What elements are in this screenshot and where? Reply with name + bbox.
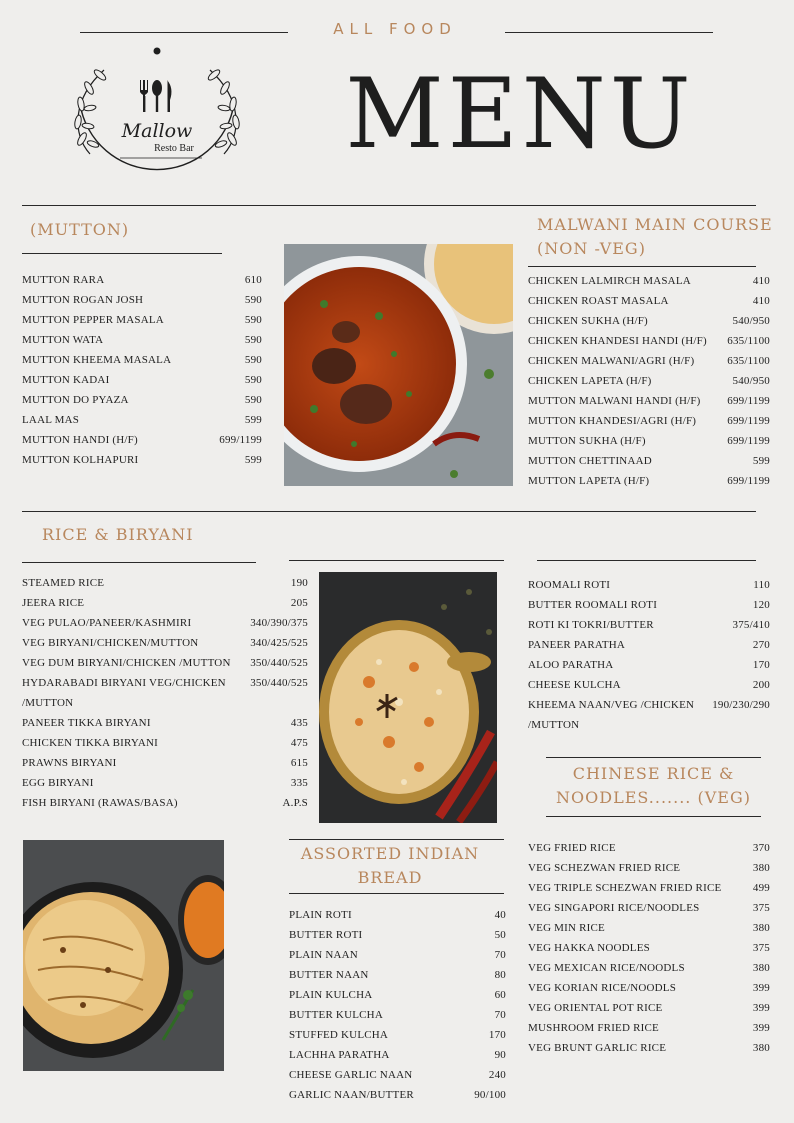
top-label: ALL FOOD	[333, 20, 457, 38]
menu-item-price: 590	[244, 334, 262, 346]
menu-item	[22, 330, 262, 350]
menu-item	[289, 965, 506, 985]
menu-item-name: MUTTON RARA	[22, 274, 105, 286]
menu-item-price: 599	[244, 414, 262, 426]
menu-item-price: 375/410	[732, 619, 770, 631]
menu-item-price: 590	[244, 314, 262, 326]
menu-item-name: FISH BIRYANI (RAWAS/BASA)	[22, 797, 178, 809]
menu-item-name: MUTTON KHEEMA MASALA	[22, 354, 172, 366]
logo-sub: Resto Bar	[154, 143, 194, 154]
malwani-title-line2: (NON -VEG)	[537, 239, 646, 258]
malwani-item-list	[528, 271, 770, 491]
menu-item-name: VEG HAKKA NOODLES	[528, 942, 650, 954]
menu-item-name: EGG BIRYANI	[22, 777, 94, 789]
malwani-section-title	[537, 213, 773, 261]
menu-item	[528, 351, 770, 371]
menu-item-price: 399	[752, 1002, 770, 1014]
menu-item	[528, 311, 770, 331]
menu-item-name: ROTI KI TOKRI/BUTTER	[528, 619, 654, 631]
menu-item	[528, 271, 770, 291]
menu-item	[22, 450, 262, 470]
menu-item-name: MUTTON KHANDESI/AGRI (H/F)	[528, 415, 697, 427]
menu-item-name: MUTTON HANDI (H/F)	[22, 434, 138, 446]
menu-item	[22, 593, 308, 613]
restaurant-logo	[62, 44, 252, 194]
bread-title-rule-top	[289, 839, 504, 840]
menu-item	[289, 1085, 506, 1105]
menu-item	[22, 573, 308, 593]
menu-item-price: 380	[752, 922, 770, 934]
menu-item-price: 200	[752, 679, 770, 691]
menu-item	[528, 918, 770, 938]
bread-section-title	[289, 842, 491, 890]
menu-item-name: VEG MEXICAN RICE/NOODLS	[528, 962, 685, 974]
menu-item-name: VEG BRUNT GARLIC RICE	[528, 1042, 667, 1054]
menu-item-name: ROOMALI ROTI	[528, 579, 611, 591]
menu-item-name: VEG ORIENTAL POT RICE	[528, 1002, 663, 1014]
mutton-title-rule	[22, 253, 222, 254]
menu-item-price: 370	[752, 842, 770, 854]
bread-title-line2: BREAD	[357, 868, 423, 887]
menu-item	[528, 978, 770, 998]
menu-item-name: MUTTON KADAI	[22, 374, 110, 386]
menu-item	[528, 878, 770, 898]
menu-item-price: 699/1199	[727, 395, 770, 407]
menu-item-price: 50	[494, 929, 506, 941]
menu-item-price: 350/440/525	[250, 677, 308, 689]
menu-item-price: 340/390/375	[250, 617, 308, 629]
menu-item-price: 590	[244, 374, 262, 386]
logo-name: Mallow	[121, 120, 193, 142]
menu-item-name: VEG FRIED RICE	[528, 842, 616, 854]
menu-item-price: 170	[752, 659, 770, 671]
menu-item-price: A.P.S	[282, 797, 308, 809]
menu-item	[528, 331, 770, 351]
menu-item	[528, 655, 770, 675]
menu-item-name: PLAIN KULCHA	[289, 989, 373, 1001]
menu-item-price: 70	[494, 1009, 506, 1021]
menu-item-name: MUTTON LAPETA (H/F)	[528, 475, 650, 487]
menu-item-price: 270	[752, 639, 770, 651]
menu-item-price: 110	[753, 579, 770, 591]
menu-item	[22, 733, 308, 753]
rice-title-rule	[22, 562, 256, 563]
menu-item-name: VEG SINGAPORI RICE/NOODLES	[528, 902, 700, 914]
menu-item-price: 60	[494, 989, 506, 1001]
biryani-photo	[319, 572, 497, 823]
menu-item	[528, 615, 770, 635]
menu-item-name: MUTTON DO PYAZA	[22, 394, 129, 406]
menu-item-name: VEG SCHEZWAN FRIED RICE	[528, 862, 681, 874]
menu-item-price: 410	[752, 295, 770, 307]
menu-item-name: CHEESE GARLIC NAAN	[289, 1069, 413, 1081]
menu-item-name: MUTTON PEPPER MASALA	[22, 314, 164, 326]
menu-item-price: 635/1100	[727, 335, 770, 347]
menu-item-price: 435	[290, 717, 308, 729]
biryani-photo-rule	[289, 560, 504, 561]
header-rule-left	[80, 32, 288, 33]
chinese-title-line1: CHINESE RICE &	[572, 764, 735, 783]
menu-item-name: BUTTER NAAN	[289, 969, 369, 981]
menu-title: MENU	[345, 58, 695, 170]
menu-item	[22, 430, 262, 450]
menu-item	[528, 1018, 770, 1038]
menu-item-price: 375	[752, 942, 770, 954]
menu-item-name: VEG BIRYANI/CHICKEN/MUTTON	[22, 637, 199, 649]
menu-item-name: CHICKEN MALWANI/AGRI (H/F)	[528, 355, 695, 367]
menu-item	[528, 371, 770, 391]
menu-item-name: GARLIC NAAN/BUTTER	[289, 1089, 414, 1101]
menu-item-price: 590	[244, 394, 262, 406]
menu-item-price: 380	[752, 962, 770, 974]
menu-item-price: 190	[290, 577, 308, 589]
section-divider-1	[22, 205, 756, 206]
menu-item	[528, 575, 770, 595]
menu-item	[528, 411, 770, 431]
menu-item	[22, 653, 308, 673]
menu-item-price: 699/1199	[727, 435, 770, 447]
menu-item-name: BUTTER ROTI	[289, 929, 363, 941]
menu-item	[528, 1038, 770, 1058]
menu-item	[528, 291, 770, 311]
menu-item	[528, 838, 770, 858]
menu-item	[528, 938, 770, 958]
menu-item	[22, 270, 262, 290]
menu-item	[22, 350, 262, 370]
menu-item	[528, 858, 770, 878]
menu-item-price: 90	[494, 1049, 506, 1061]
menu-item-price: 599	[752, 455, 770, 467]
menu-item	[528, 998, 770, 1018]
menu-item-name: HYDARABADI BIRYANI VEG/CHICKEN /MUTTON	[22, 677, 226, 709]
menu-item-price: 80	[494, 969, 506, 981]
menu-item	[22, 713, 308, 733]
menu-item-price: 335	[290, 777, 308, 789]
chinese-title-rule-bottom	[546, 816, 761, 817]
menu-item-price: 350/440/525	[250, 657, 308, 669]
menu-item-price: 410	[752, 275, 770, 287]
menu-item-price: 499	[752, 882, 770, 894]
menu-item-name: ALOO PARATHA	[528, 659, 614, 671]
menu-item	[289, 925, 506, 945]
menu-item-name: VEG TRIPLE SCHEZWAN FRIED RICE	[528, 882, 722, 894]
menu-item-price: 615	[290, 757, 308, 769]
menu-item-price: 340/425/525	[250, 637, 308, 649]
bread-title-line1: ASSORTED INDIAN	[300, 844, 480, 863]
menu-item-name: JEERA RICE	[22, 597, 85, 609]
menu-item-name: LACHHA PARATHA	[289, 1049, 390, 1061]
menu-item	[528, 431, 770, 451]
menu-item-name: KHEEMA NAAN/VEG /CHICKEN /MUTTON	[528, 699, 695, 731]
menu-item-name: MUTTON ROGAN JOSH	[22, 294, 144, 306]
menu-item-price: 540/950	[732, 315, 770, 327]
menu-item-name: PRAWNS BIRYANI	[22, 757, 117, 769]
menu-item-name: CHICKEN ROAST MASALA	[528, 295, 669, 307]
section-divider-2	[22, 511, 756, 512]
chinese-item-list	[528, 838, 770, 1058]
menu-item	[289, 905, 506, 925]
malwani-title-line1: MALWANI MAIN COURSE	[537, 215, 773, 234]
menu-item-name: MUTTON MALWANI HANDI (H/F)	[528, 395, 701, 407]
menu-item-name: CHICKEN KHANDESI HANDI (H/F)	[528, 335, 707, 347]
menu-item-price: 540/950	[732, 375, 770, 387]
menu-item-name: MUTTON CHETTINAAD	[528, 455, 652, 467]
menu-item	[22, 310, 262, 330]
menu-item	[22, 773, 308, 793]
bread-item-list	[289, 905, 506, 1105]
menu-item-price: 590	[244, 294, 262, 306]
paratha-photo	[23, 840, 224, 1071]
menu-item-name: CHEESE KULCHA	[528, 679, 621, 691]
menu-item-price: 399	[752, 982, 770, 994]
mutton-section-title: (MUTTON)	[30, 220, 130, 239]
menu-item-name: PLAIN ROTI	[289, 909, 352, 921]
chinese-title-rule-top	[546, 757, 761, 758]
menu-item	[22, 793, 308, 813]
menu-item-name: CHICKEN TIKKA BIRYANI	[22, 737, 159, 749]
menu-item-price: 40	[494, 909, 506, 921]
menu-item-name: VEG MIN RICE	[528, 922, 605, 934]
malwani-title-rule	[528, 266, 756, 267]
menu-item-price: 190/230/290	[712, 699, 770, 711]
menu-item-name: MUSHROOM FRIED RICE	[528, 1022, 659, 1034]
menu-item	[528, 695, 770, 735]
menu-item-name: MUTTON KOLHAPURI	[22, 454, 139, 466]
menu-item	[22, 613, 308, 633]
menu-item-price: 635/1100	[727, 355, 770, 367]
mutton-curry-photo	[284, 244, 513, 486]
menu-item	[289, 1005, 506, 1025]
menu-item	[289, 1025, 506, 1045]
menu-item	[22, 410, 262, 430]
menu-item-name: CHICKEN LALMIRCH MASALA	[528, 275, 691, 287]
menu-item-price: 399	[752, 1022, 770, 1034]
menu-item	[289, 1045, 506, 1065]
menu-item-price: 240	[488, 1069, 506, 1081]
menu-item-price: 599	[244, 454, 262, 466]
menu-item-price: 70	[494, 949, 506, 961]
menu-item-name: VEG KORIAN RICE/NOODLS	[528, 982, 677, 994]
menu-item	[22, 390, 262, 410]
bread-title-rule-bottom	[289, 893, 504, 894]
menu-item	[22, 673, 308, 713]
menu-item-name: PLAIN NAAN	[289, 949, 358, 961]
menu-item-price: 380	[752, 862, 770, 874]
menu-item	[22, 290, 262, 310]
menu-item	[22, 370, 262, 390]
menu-item	[528, 675, 770, 695]
menu-item-name: PANEER PARATHA	[528, 639, 626, 651]
menu-item-price: 475	[290, 737, 308, 749]
rice-item-list	[22, 573, 308, 813]
menu-item-price: 380	[752, 1042, 770, 1054]
menu-item-name: MUTTON WATA	[22, 334, 104, 346]
menu-item-price: 90/100	[474, 1089, 506, 1101]
menu-item-name: CHICKEN LAPETA (H/F)	[528, 375, 652, 387]
menu-item-name: VEG PULAO/PANEER/KASHMIRI	[22, 617, 192, 629]
header-rule-right	[505, 32, 713, 33]
roti-list-rule	[537, 560, 756, 561]
menu-item	[528, 898, 770, 918]
menu-item-name: LAAL MAS	[22, 414, 80, 426]
menu-item	[22, 753, 308, 773]
menu-item-price: 699/1199	[727, 415, 770, 427]
menu-item-name: PANEER TIKKA BIRYANI	[22, 717, 151, 729]
menu-item	[22, 633, 308, 653]
menu-item	[289, 985, 506, 1005]
menu-item-name: VEG DUM BIRYANI/CHICKEN /MUTTON	[22, 657, 231, 669]
menu-item-price: 375	[752, 902, 770, 914]
menu-item-price: 205	[290, 597, 308, 609]
menu-item-price: 610	[244, 274, 262, 286]
menu-item-price: 590	[244, 354, 262, 366]
menu-item	[289, 1065, 506, 1085]
menu-item-price: 699/1199	[219, 434, 262, 446]
menu-item	[528, 391, 770, 411]
rice-section-title: RICE & BIRYANI	[42, 525, 194, 544]
menu-item-name: BUTTER ROOMALI ROTI	[528, 599, 658, 611]
chinese-section-title	[546, 762, 761, 810]
mutton-item-list	[22, 270, 262, 470]
menu-item	[528, 958, 770, 978]
menu-item	[528, 635, 770, 655]
roti-item-list	[528, 575, 770, 735]
menu-item	[528, 595, 770, 615]
menu-item	[528, 451, 770, 471]
menu-item-price: 699/1199	[727, 475, 770, 487]
menu-item-name: MUTTON SUKHA (H/F)	[528, 435, 646, 447]
menu-item-name: STUFFED KULCHA	[289, 1029, 389, 1041]
chinese-title-line2: NOODLES....... (VEG)	[556, 788, 751, 807]
menu-item	[528, 471, 770, 491]
menu-item-name: STEAMED RICE	[22, 577, 105, 589]
menu-item-name: CHICKEN SUKHA (H/F)	[528, 315, 648, 327]
menu-item-price: 120	[752, 599, 770, 611]
menu-item	[289, 945, 506, 965]
menu-item-name: BUTTER KULCHA	[289, 1009, 383, 1021]
menu-item-price: 170	[488, 1029, 506, 1041]
